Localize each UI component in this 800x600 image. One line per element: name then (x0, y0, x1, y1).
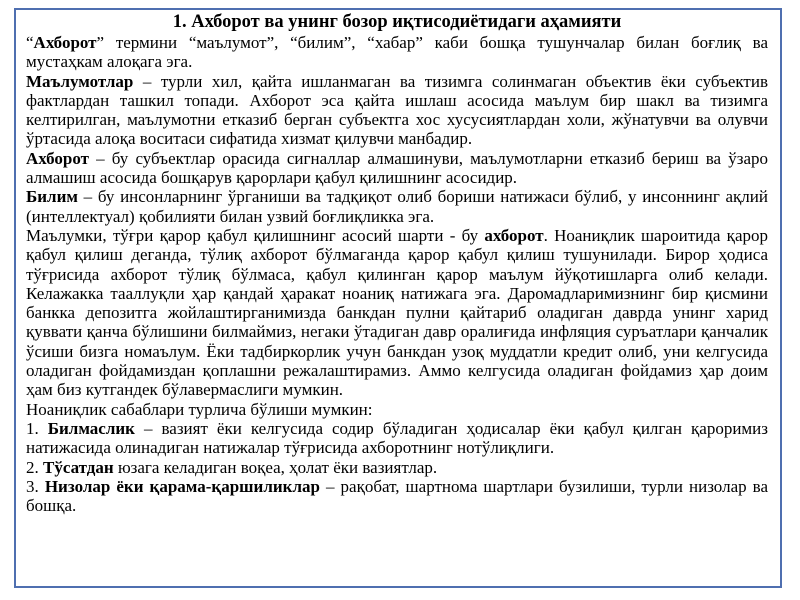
list-term: Низолар ёки қарама-қаршиликлар (44, 476, 320, 496)
list-number: 2. (26, 457, 43, 477)
paragraph-text: ” термини “маълумот”, “билим”, “хабар” каби бошқа тушунчалар билан боғлиқ ва мустаҳкам алоқага эга. (26, 33, 768, 72)
list-item (26, 419, 768, 458)
paragraph-information-role (26, 149, 768, 188)
open-quote: “ (26, 33, 34, 52)
term-data: Маълумотлар (26, 71, 134, 91)
list-number: 1. (26, 418, 48, 438)
paragraph-text: Маълумки, тўғри қарор қабул қилишнинг асосий шарти - бу (26, 225, 485, 245)
paragraph-text: . Ноаниқлик шароитида қарор қабул қилиш деганда, тўлиқ ахборот бўлмаганда қарор қабул қилиш тушунилади. Бирор ҳодиса тўғрисида ахборот тўлиқ бўлмаса, қабул қилинган қарор маълум йўқотишларга олиб келади. Келажакка тааллуқли ҳар қандай ҳаракат ноаниқ натижага эга. Даромадларимизнинг бир қисмини банкка депозитга жойлаштирганимизда банкдан пулни қайтариб оладиган даврда унинг харид қуввати қанча бўлишини билмаймиз, негаки ўтадиган давр оралиғида инфляция суръатлари қанчалик ўсиши бизга номаълум. Ёки тадбиркорлик учун банкдан узоқ муддатли кредит олиб, уни келгусида оладиган фойдамиздан қоплашни режалаштирамиз. Аммо келгусида оладиган фойдамиз ҳар доим ҳам биз кутгандек бўлавермаслиги мумкин. (26, 225, 768, 400)
paragraph-text: – бу инсонларнинг ўрганиши ва тадқиқот олиб бориши натижаси бўлиб, у инсоннинг ақлий (интеллектуал) қобилияти билан узвий боғлиқликка эга. (26, 187, 768, 226)
term-information-inline: ахборот (484, 225, 544, 245)
paragraph-information-definition (26, 33, 768, 72)
list-text: – рақобат, шартнома шартлари бузилиши, турли низолар ва бошқа. (26, 476, 769, 516)
term-information: Ахборот (26, 148, 89, 168)
term-information: Ахборот (33, 33, 97, 52)
paragraph-text: – бу субъектлар орасида сигналлар алмашинуви, маълумотларни етказиб бериш ва ўзаро алмашиш асосида бошқарув қарорлари қабул қилишнинг асосидир. (26, 148, 768, 188)
document-frame (14, 8, 782, 588)
paragraph-uncertainty (26, 226, 768, 400)
document-title: 1. Ахборот ва унинг бозор иқтисодиётидаги аҳамияти (172, 12, 622, 32)
list-item (26, 477, 768, 516)
paragraph-uncertainty-causes: Ноаниқлик сабаблари турлича бўлиши мумкин: (26, 399, 373, 419)
list-term: Тўсатдан (43, 457, 114, 477)
paragraph-knowledge-definition (26, 187, 768, 226)
list-number: 3. (26, 476, 45, 496)
list-text: юзага келадиган воқеа, ҳолат ёки вазиятлар. (113, 457, 438, 477)
term-knowledge: Билим (26, 187, 78, 207)
paragraph-data-definition (26, 72, 768, 149)
paragraph-text: – турли хил, қайта ишланмаган ва тизимга солинмаган объектив ёки субъектив фактлардан ташкил топади. Ахборот эса қайта ишлаш асосида маълум бир шакл ва тизимга келтирилган, маълумотни етказиб берган субъектга хос хусусиятлардан холи, жўнатувчи ва олувчи ўртасида алоқа воситаси сифатида хизмат қилувчи манбадир. (26, 71, 768, 149)
list-term: Билмаслик (47, 418, 135, 438)
list-text: – вазият ёки келгусида содир бўладиган ҳодисалар ёки қабул қилган қароримиз натижасида олинадиган натижалар тўғрисида ахборотнинг нотўлиқлиги. (26, 418, 768, 458)
list-item (26, 458, 768, 477)
